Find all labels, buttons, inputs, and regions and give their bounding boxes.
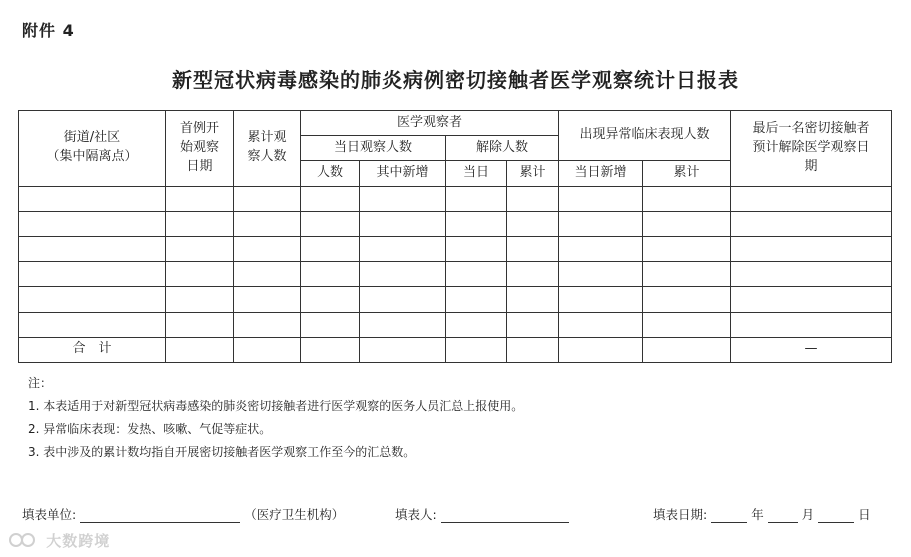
- year-input-line[interactable]: [711, 508, 747, 523]
- year-label: 年: [751, 507, 764, 522]
- table-cell[interactable]: [559, 287, 643, 312]
- table-cell[interactable]: [507, 236, 559, 261]
- month-input-line[interactable]: [768, 508, 798, 523]
- table-cell[interactable]: [643, 337, 731, 362]
- header-today-observed: 当日观察人数: [301, 136, 446, 161]
- report-table: [18, 110, 892, 363]
- table-row: [19, 186, 892, 211]
- table-cell[interactable]: [19, 312, 166, 337]
- table-cell[interactable]: [643, 262, 731, 287]
- table-cell[interactable]: [301, 337, 360, 362]
- table-cell[interactable]: [234, 312, 301, 337]
- table-row-total: [19, 337, 892, 362]
- watermark: [8, 530, 110, 552]
- filler-label: 填表人:: [395, 507, 437, 522]
- table-cell[interactable]: [234, 262, 301, 287]
- day-label: 日: [858, 507, 871, 522]
- footer-date: [653, 505, 871, 523]
- date-label: 填表日期:: [653, 507, 708, 522]
- table-cell[interactable]: [731, 236, 892, 261]
- table-cell[interactable]: [166, 337, 234, 362]
- note-item: 2. 异常临床表现：发热、咳嗽、气促等症状。: [28, 422, 272, 436]
- table-cell[interactable]: [507, 312, 559, 337]
- note-item: 3. 表中涉及的累计数均指自开展密切接触者医学观察工作至今的汇总数。: [28, 445, 416, 459]
- header-abnormal-symptoms: 出现异常临床表现人数: [559, 111, 731, 161]
- table-cell[interactable]: [446, 337, 507, 362]
- table-cell[interactable]: [234, 186, 301, 211]
- table-cell[interactable]: [234, 287, 301, 312]
- footer-filler: [395, 505, 569, 523]
- table-cell[interactable]: [301, 262, 360, 287]
- table-cell[interactable]: [643, 186, 731, 211]
- table-cell[interactable]: [360, 236, 446, 261]
- table-cell[interactable]: [360, 312, 446, 337]
- total-label: 合 计: [19, 337, 166, 362]
- table-cell[interactable]: [19, 236, 166, 261]
- table-cell[interactable]: [507, 262, 559, 287]
- table-cell[interactable]: [643, 211, 731, 236]
- table-row: [19, 211, 892, 236]
- table-row: [19, 287, 892, 312]
- table-cell[interactable]: [446, 236, 507, 261]
- header-first-case-date: 首例开 始观察 日期: [166, 111, 234, 187]
- header-released-today: 当日: [446, 161, 507, 186]
- header-abnormal-cumulative: 累计: [643, 161, 731, 186]
- table-cell[interactable]: [507, 211, 559, 236]
- table-cell[interactable]: [731, 211, 892, 236]
- header-cumulative-observed: 累计观 察人数: [234, 111, 301, 187]
- table-cell[interactable]: [507, 186, 559, 211]
- table-cell[interactable]: [166, 211, 234, 236]
- watermark-text: 大数跨境: [46, 532, 111, 550]
- table-cell[interactable]: [731, 186, 892, 211]
- table-cell[interactable]: [360, 186, 446, 211]
- table-cell[interactable]: [559, 262, 643, 287]
- table-cell[interactable]: [301, 211, 360, 236]
- header-count: 人数: [301, 161, 360, 186]
- attachment-label: 附件 4: [22, 21, 75, 40]
- table-cell[interactable]: [446, 312, 507, 337]
- table-cell[interactable]: [234, 236, 301, 261]
- table-cell[interactable]: [19, 287, 166, 312]
- unit-note: （医疗卫生机构）: [244, 507, 345, 522]
- table-cell[interactable]: [301, 236, 360, 261]
- table-row: [19, 262, 892, 287]
- table-cell[interactable]: [19, 186, 166, 211]
- notes-section: [28, 372, 523, 464]
- header-last-contact-release-date: 最后一名密切接触者 预计解除医学观察日 期: [731, 111, 892, 187]
- table-cell[interactable]: [643, 287, 731, 312]
- table-cell[interactable]: [234, 211, 301, 236]
- header-new-added: 其中新增: [360, 161, 446, 186]
- table-cell[interactable]: [507, 287, 559, 312]
- table-cell[interactable]: [731, 312, 892, 337]
- footer-unit: [22, 505, 344, 523]
- notes-heading: 注：: [28, 376, 53, 390]
- table-cell[interactable]: [559, 211, 643, 236]
- total-last-contact-value: —: [731, 337, 892, 362]
- table-cell[interactable]: [234, 337, 301, 362]
- table-cell[interactable]: [559, 337, 643, 362]
- table-cell[interactable]: [166, 262, 234, 287]
- table-cell[interactable]: [19, 211, 166, 236]
- table-cell[interactable]: [166, 236, 234, 261]
- header-released: 解除人数: [446, 136, 559, 161]
- note-item: 1. 本表适用于对新型冠状病毒感染的肺炎密切接触者进行医学观察的医务人员汇总上报使用。: [28, 399, 524, 413]
- table-cell[interactable]: [446, 186, 507, 211]
- table-cell[interactable]: [446, 211, 507, 236]
- table-cell[interactable]: [301, 312, 360, 337]
- table-cell[interactable]: [301, 186, 360, 211]
- table-cell[interactable]: [360, 262, 446, 287]
- table-cell[interactable]: [507, 337, 559, 362]
- day-input-line[interactable]: [818, 508, 854, 523]
- table-cell[interactable]: [643, 236, 731, 261]
- table-row: [19, 236, 892, 261]
- table-cell[interactable]: [559, 236, 643, 261]
- page-title: 新型冠状病毒感染的肺炎病例密切接触者医学观察统计日报表: [172, 68, 739, 92]
- header-medical-observation: 医学观察者: [301, 111, 559, 136]
- month-label: 月: [801, 507, 815, 522]
- table-row: [19, 312, 892, 337]
- table-cell[interactable]: [166, 186, 234, 211]
- watermark-logo-icon: [8, 532, 40, 552]
- unit-input-line[interactable]: [80, 508, 240, 523]
- table-cell[interactable]: [559, 312, 643, 337]
- unit-label: 填表单位:: [22, 507, 77, 522]
- table-cell[interactable]: [301, 287, 360, 312]
- header-street: 街道/社区 （集中隔离点）: [19, 111, 166, 187]
- table-cell[interactable]: [360, 211, 446, 236]
- filler-input-line[interactable]: [441, 508, 569, 523]
- table-cell[interactable]: [166, 312, 234, 337]
- header-released-cumulative: 累计: [507, 161, 559, 186]
- table-cell[interactable]: [360, 287, 446, 312]
- table-cell[interactable]: [559, 186, 643, 211]
- table-cell[interactable]: [446, 262, 507, 287]
- table-cell[interactable]: [360, 337, 446, 362]
- table-cell[interactable]: [166, 287, 234, 312]
- table-cell[interactable]: [731, 287, 892, 312]
- header-abnormal-new: 当日新增: [559, 161, 643, 186]
- table-cell[interactable]: [19, 262, 166, 287]
- table-cell[interactable]: [446, 287, 507, 312]
- table-cell[interactable]: [643, 312, 731, 337]
- table-cell[interactable]: [731, 262, 892, 287]
